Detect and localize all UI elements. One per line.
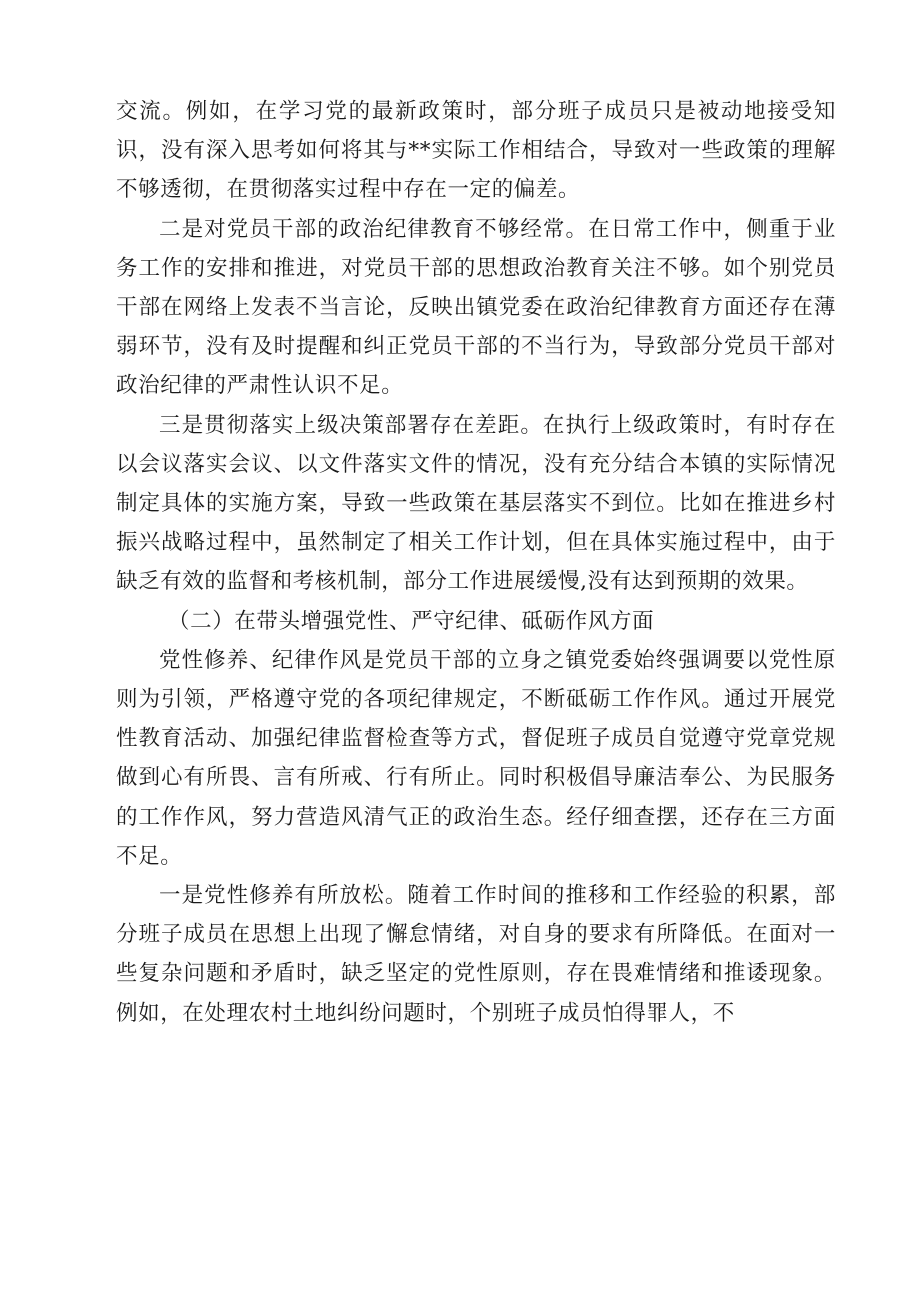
paragraph-continuation: 交流。例如，在学习党的最新政策时，部分班子成员只是被动地接受知识，没有深入思考如何将其与**实际工作相结合，导致对一些政策的理解不够透彻，在贯彻落实过程中存在一定的偏差。 bbox=[116, 99, 836, 203]
paragraph-party-spirit-relaxed: 一是党性修养有所放松。随着工作时间的推移和工作经验的积累，部分班子成员在思想上出现了懈怠情绪，对自身的要求有所降低。在面对一些复杂问题和矛盾时，缺乏坚定的党性原则，存在畏难情绪和推诿现象。例如，在处理农村土地纠纷问题时，个别班子成员怕得罪人，不 bbox=[116, 883, 836, 1026]
paragraph-political-discipline: 二是对党员干部的政治纪律教育不够经常。在日常工作中，侧重于业务工作的安排和推进，对党员干部的思想政治教育关注不够。如个别党员干部在网络上发表不当言论，反映出镇党委在政治纪律教育方面还存在薄弱环节，没有及时提醒和纠正党员干部的不当行为，导致部分党员干部对政治纪律的严肃性认识不足。 bbox=[116, 216, 836, 399]
document-body bbox=[116, 92, 836, 1033]
paragraph-party-spirit-intro: 党性修养、纪律作风是党员干部的立身之镇党委始终强调要以党性原则为引领，严格遵守党的各项纪律规定，不断砥砺工作作风。通过开展党性教育活动、加强纪律监督检查等方式，督促班子成员自觉遵守党章党规做到心有所畏、言有所戒、行有所止。同时积极倡导廉洁奉公、为民服务的工作作风，努力营造风清气正的政治生态。经仔细查摆，还存在三方面不足。 bbox=[116, 647, 836, 869]
paragraph-implementation-gap: 三是贯彻落实上级决策部署存在差距。在执行上级政策时，有时存在以会议落实会议、以文件落实文件的情况，没有充分结合本镇的实际情况制定具体的实施方案，导致一些政策在基层落实不到位。比如在推进乡村振兴战略过程中，虽然制定了相关工作计划，但在具体实施过程中，由于缺乏有效的监督和考核机制，部分工作进展缓慢,没有达到预期的效果。 bbox=[116, 412, 836, 595]
section-heading: （二）在带头增强党性、严守纪律、砥砺作风方面 bbox=[168, 608, 655, 634]
